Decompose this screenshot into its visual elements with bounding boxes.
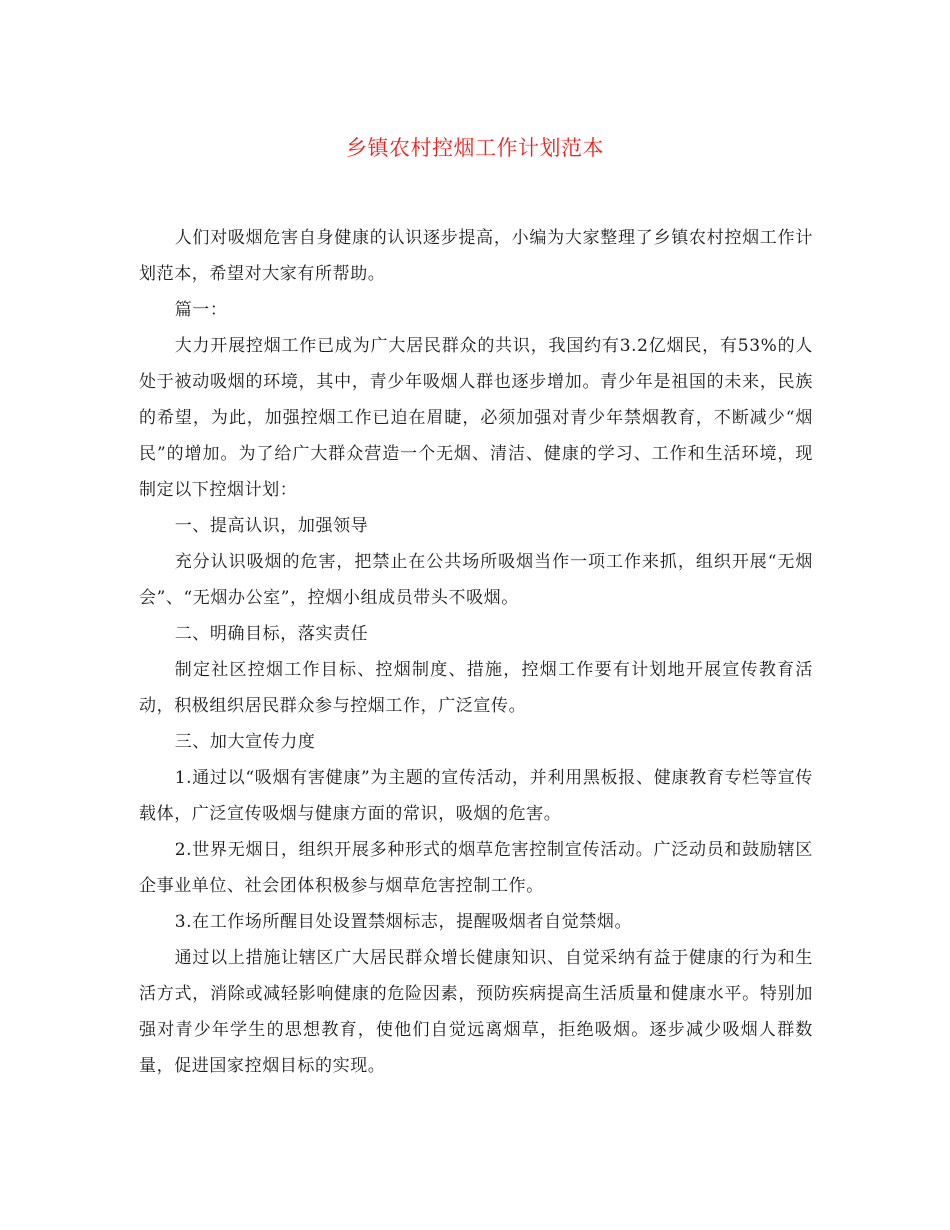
list-item-2: 2.世界无烟日，组织开展多种形式的烟草危害控制宣传活动。广泛动员和鼓励辖区企事业单位、社会团体积极参与烟草危害控制工作。	[139, 840, 813, 896]
document-body	[139, 220, 813, 1084]
paragraph-two: 制定社区控烟工作目标、控烟制度、措施，控烟工作要有计划地开展宣传教育活动，积极组织居民群众参与控烟工作，广泛宣传。	[139, 660, 813, 716]
paragraph-section-label: 篇一：	[174, 300, 228, 320]
paragraph-intro: 人们对吸烟危害自身健康的认识逐步提高，小编为大家整理了乡镇农村控烟工作计划范本，希望对大家有所帮助。	[139, 228, 813, 284]
paragraph-conclusion: 通过以上措施让辖区广大居民群众增长健康知识、自觉采纳有益于健康的行为和生活方式，消除或减轻影响健康的危险因素，预防疾病提高生活质量和健康水平。特别加强对青少年学生的思想教育，使他们自觉远离烟草，拒绝吸烟。逐步减少吸烟人群数量，促进国家控烟目标的实现。	[139, 948, 813, 1076]
document-title: 乡镇农村控烟工作计划范本	[346, 136, 604, 160]
heading-two: 二、明确目标，落实责任	[174, 624, 369, 644]
heading-three: 三、加大宣传力度	[174, 732, 316, 752]
list-item-3: 3.在工作场所醒目处设置禁烟标志，提醒吸烟者自觉禁烟。	[174, 912, 633, 932]
heading-one: 一、提高认识，加强领导	[174, 516, 369, 536]
paragraph-background: 大力开展控烟工作已成为广大居民群众的共识，我国约有3.2亿烟民，有53%的人处于被动吸烟的环境，其中，青少年吸烟人群也逐步增加。青少年是祖国的未来，民族的希望，为此，加强控烟工作已迫在眉睫，必须加强对青少年禁烟教育，不断减少“烟民”的增加。为了给广大群众营造一个无烟、清洁、健康的学习、工作和生活环境，现制定以下控烟计划：	[139, 336, 813, 500]
list-item-1: 1.通过以“吸烟有害健康”为主题的宣传活动，并利用黑板报、健康教育专栏等宣传载体，广泛宣传吸烟与健康方面的常识，吸烟的危害。	[139, 768, 813, 824]
paragraph-one: 充分认识吸烟的危害，把禁止在公共场所吸烟当作一项工作来抓，组织开展“无烟会”、“无烟办公室”，控烟小组成员带头不吸烟。	[139, 552, 813, 608]
